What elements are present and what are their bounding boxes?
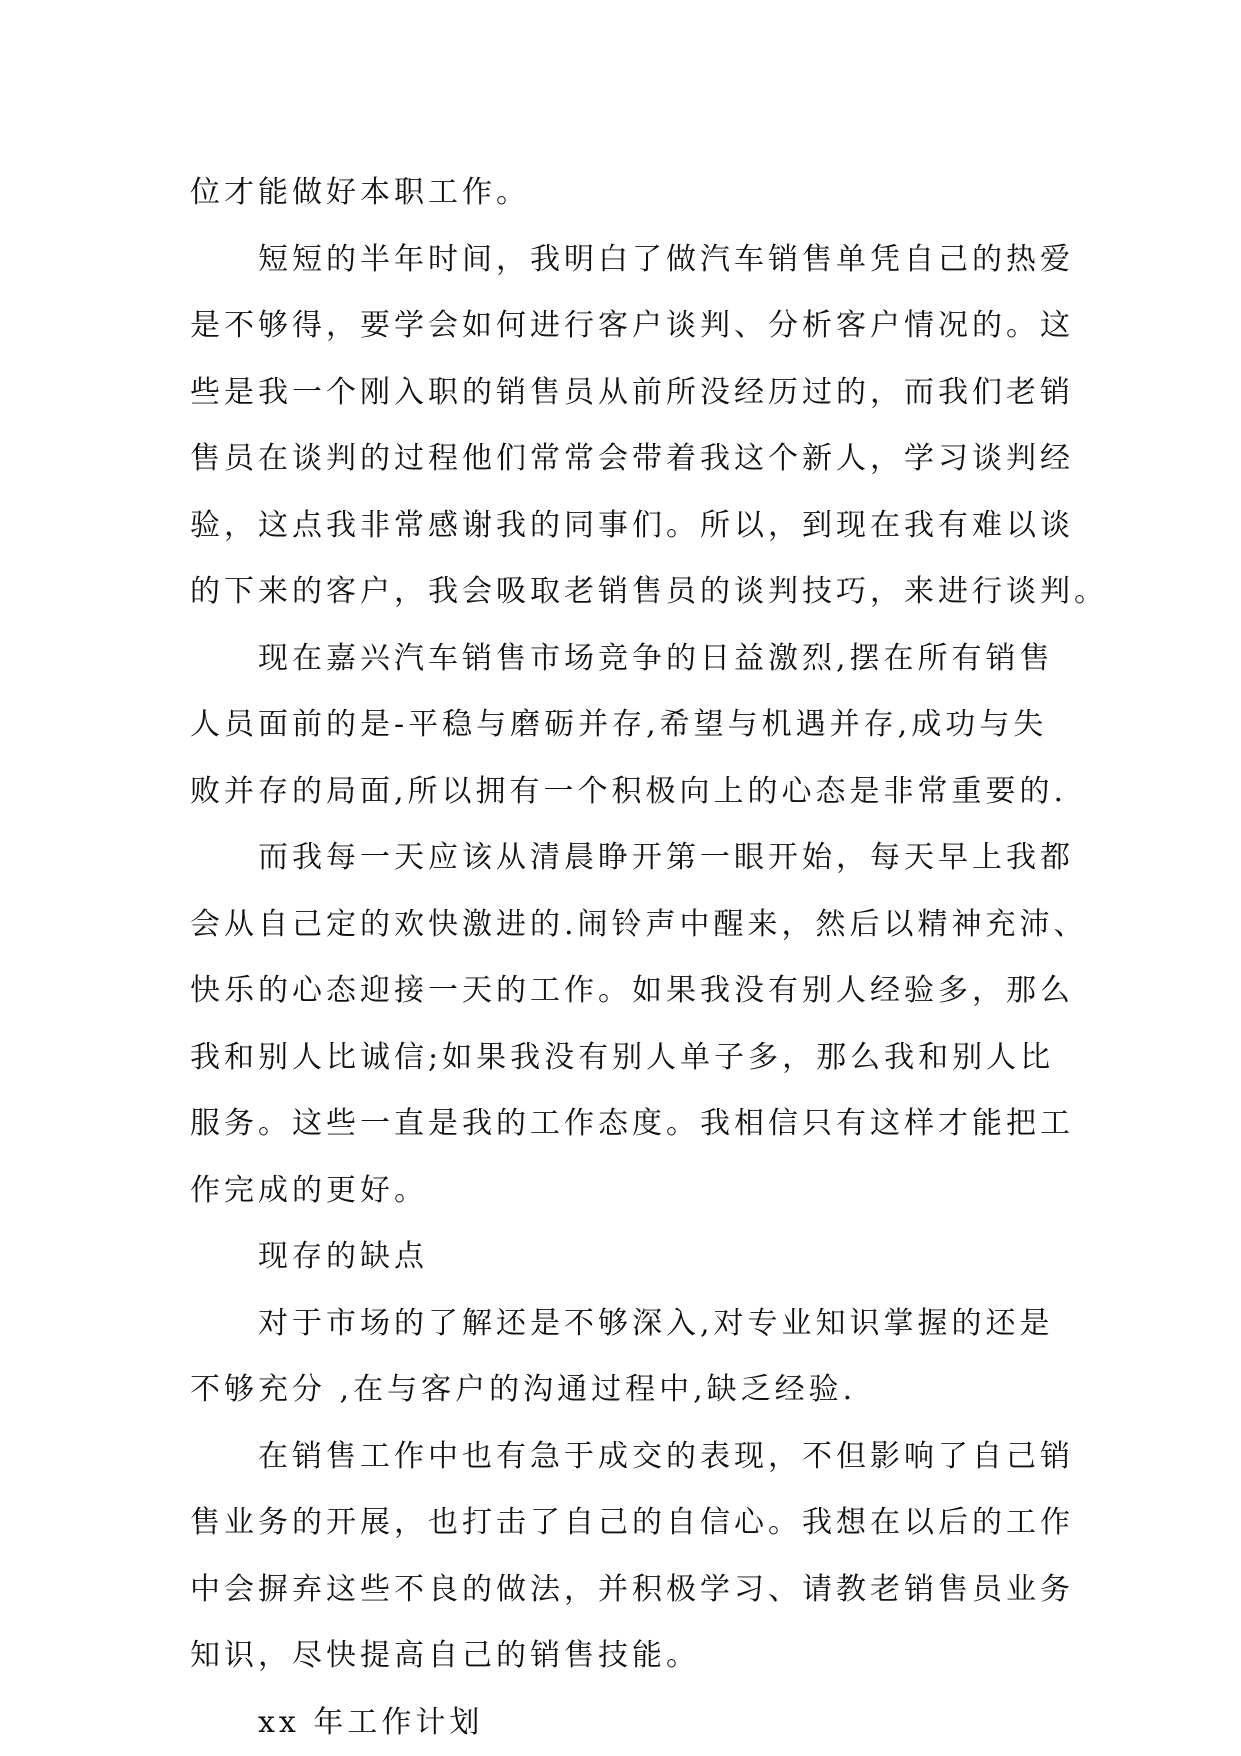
text-line: 中会摒弃这些不良的做法，并积极学习、请教老销售员业务 (190, 1557, 1060, 1624)
text-line: 位才能做好本职工作。 (190, 160, 1060, 227)
text-line: 现存的缺点 (190, 1224, 1060, 1291)
text-line: 售业务的开展，也打击了自己的自信心。我想在以后的工作 (190, 1490, 1060, 1557)
text-line: 的下来的客户，我会吸取老销售员的谈判技巧，来进行谈判。 (190, 559, 1060, 626)
text-line: 现在嘉兴汽车销售市场竞争的日益激烈,摆在所有销售 (190, 626, 1060, 693)
text-line: 人员面前的是-平稳与磨砺并存,希望与机遇并存,成功与失 (190, 692, 1060, 759)
text-line: 作完成的更好。 (190, 1158, 1060, 1225)
body-text (190, 160, 1060, 1756)
text-line: 是不够得，要学会如何进行客户谈判、分析客户情况的。这 (190, 293, 1060, 360)
text-line: 些是我一个刚入职的销售员从前所没经历过的，而我们老销 (190, 360, 1060, 427)
text-line: 会从自己定的欢快激进的.闹铃声中醒来，然后以精神充沛、 (190, 892, 1060, 959)
text-line: 服务。这些一直是我的工作态度。我相信只有这样才能把工 (190, 1091, 1060, 1158)
text-line: 不够充分 ,在与客户的沟通过程中,缺乏经验. (190, 1357, 1060, 1424)
text-line: 售员在谈判的过程他们常常会带着我这个新人，学习谈判经 (190, 426, 1060, 493)
text-line: 验，这点我非常感谢我的同事们。所以，到现在我有难以谈 (190, 493, 1060, 560)
text-line: 知识，尽快提高自己的销售技能。 (190, 1623, 1060, 1690)
text-line: xx 年工作计划 (190, 1690, 1060, 1756)
text-line: 快乐的心态迎接一天的工作。如果我没有别人经验多，那么 (190, 958, 1060, 1025)
text-line: 在销售工作中也有急于成交的表现，不但影响了自己销 (190, 1424, 1060, 1491)
text-line: 我和别人比诚信;如果我没有别人单子多，那么我和别人比 (190, 1025, 1060, 1092)
text-line: 败并存的局面,所以拥有一个积极向上的心态是非常重要的. (190, 759, 1060, 826)
text-line: 短短的半年时间，我明白了做汽车销售单凭自己的热爱 (190, 227, 1060, 294)
text-line: 对于市场的了解还是不够深入,对专业知识掌握的还是 (190, 1291, 1060, 1358)
text-line: 而我每一天应该从清晨睁开第一眼开始，每天早上我都 (190, 825, 1060, 892)
